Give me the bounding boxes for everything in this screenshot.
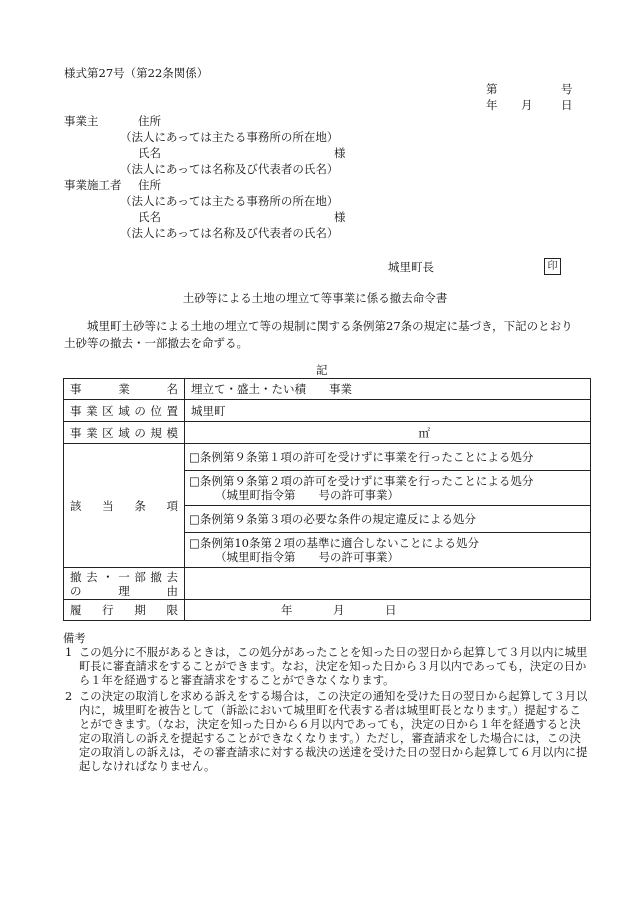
remarks-heading: 備考 [63,632,86,645]
remark-number: 1 [65,646,73,659]
location-label: 事業区域の位置 [64,400,185,422]
deadline-value [185,600,591,621]
remark-number: 2 [65,690,73,703]
contractor-address-label: 住所 [138,178,161,192]
date-year: 年 [486,98,498,112]
clause-label: 該 当 条 項 [64,444,185,568]
table-row [64,444,591,568]
reason-label [64,568,185,600]
checkbox-text[interactable]: □条例第10条第２項の基準に適合しないことによる処分 [189,536,479,550]
deadline-month: 月 [333,603,345,617]
owner-name-label: 氏名 [138,146,161,160]
clause-item [185,471,590,506]
body-text: 城里町土砂等による土地の埋立て等の規制に関する条例第27条の規定に基づき，下記のとおり土砂等の撤去・一部撤去を命ずる。 [64,319,573,350]
form-id: 様式第27号（第22条関係） [64,66,209,80]
contractor-name-note: （法人にあっては名称及び代表者の氏名） [120,226,339,240]
document-title: 土砂等による土地の埋立て等事業に係る撤去命令書 [182,291,448,305]
remark-item [63,646,591,688]
deadline-day: 日 [385,603,397,617]
table-row [64,379,591,400]
project-name-value: 埋立て・盛土・たい積 事業 [185,379,591,400]
owner-name-note: （法人にあっては名称及び代表者の氏名） [120,162,339,176]
table-row [64,400,591,422]
table-row [64,568,591,600]
contractor-name-label: 氏名 [138,210,161,224]
remark-text: この決定の取消しを求める訴えをする場合は，この決定の通知を受けた日の翌日から起算して３月以内に，城里町を被告として（訴訟において城里町を代表する者は城里町長となります。）提起することができます。（なお，決定を知った日から６月以内であっても，決定の日から１年を経過すると決定の取消しの訴えを提起することができなくなります。）ただし，審査請求をした場合には，この決定の取消しの訴えは，その審査請求に対する裁決の送達を受けた日の翌日から起算して６月以内に提起しなければなりません。 [79,690,588,773]
clause-list [185,444,591,568]
remark-text: この処分に不服があるときは，この処分があったことを知った日の翌日から起算して３月以内に城里町長に審査請求をすることができます。なお，決定を知った日から３月以内であっても，決定の日から１年を経過すると審査請求をすることができなくなります。 [79,646,588,687]
order-table [63,378,591,621]
project-name-label: 事 業 名 [64,379,185,400]
seal-stamp: 印 [544,258,561,275]
owner-address-note: （法人にあっては主たる事務所の所在地） [120,130,339,144]
table-row [64,422,591,444]
clause-item [185,533,590,567]
number-suffix: 号 [561,82,573,96]
owner-honorific: 様 [334,146,346,160]
owner-label: 事業主 [64,114,99,128]
date-month: 月 [521,98,533,112]
contractor-honorific: 様 [334,210,346,224]
checkbox-text[interactable]: □条例第９条第１項の許可を受けずに事業を行ったことによる処分 [189,450,534,464]
remarks [63,632,591,774]
scale-label: 事業区域の規模 [64,422,185,444]
location-value: 城里町 [185,400,591,422]
number-prefix: 第 [486,82,498,96]
clause-item [185,444,590,471]
date-day: 日 [561,98,573,112]
table-row [64,600,591,621]
contractor-label: 事業施工者 [64,178,122,192]
clause-sub: （城里町指令第 号の許可事業） [215,488,399,502]
deadline-year: 年 [281,603,293,617]
owner-address-label: 住所 [138,114,161,128]
contractor-address-note: （法人にあっては主たる事務所の所在地） [120,194,339,208]
ki-label: 記 [316,363,328,377]
checkbox-text[interactable]: □条例第９条第３項の必要な条件の規定違反による処分 [189,512,476,526]
remark-item [63,690,591,774]
reason-value [185,568,591,600]
reason-label-line1: 撤去・一部撤去 [70,569,178,584]
clause-item [185,506,590,533]
reason-label-line2: の 理 由 [70,583,178,598]
checkbox-text[interactable]: □条例第９条第２項の許可を受けずに事業を行ったことによる処分 [189,474,534,488]
clause-sub: （城里町指令第 号の許可事業） [215,550,399,564]
deadline-label: 履 行 期 限 [64,600,185,621]
scale-unit: ㎡ [185,422,591,444]
issuer-name: 城里町長 [388,260,434,274]
issuer-seal [544,258,561,275]
